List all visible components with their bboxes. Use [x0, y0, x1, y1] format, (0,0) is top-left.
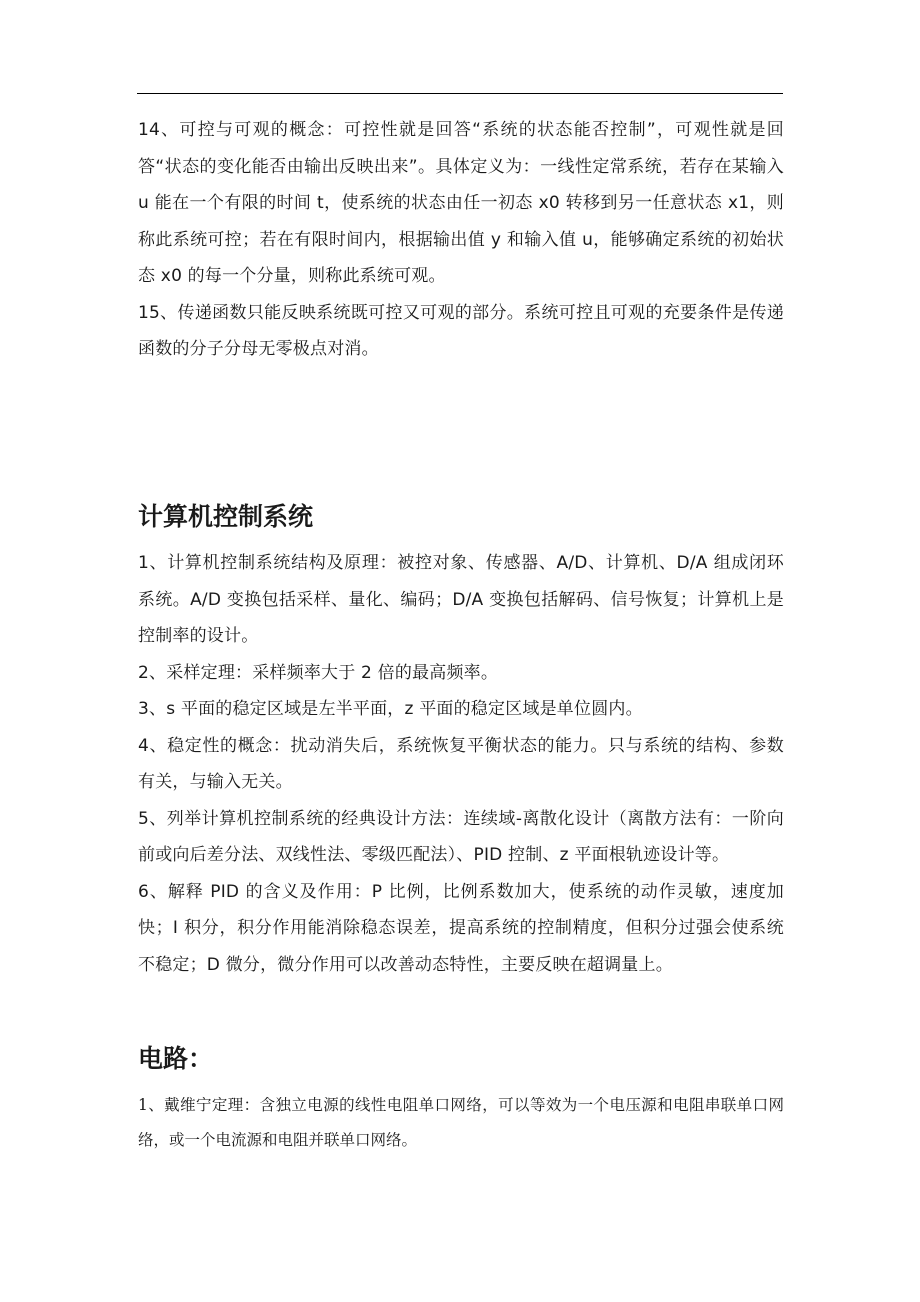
section-circuit-heading	[138, 1039, 784, 1079]
paragraph-thevenin: 1、戴维宁定理：含独立电源的线性电阻单口网络，可以等效为一个电压源和电阻串联单口网络，或一个电流源和电阻并联单口网络。	[138, 1096, 784, 1149]
paragraph-2: 2、采样定理：采样频率大于 2 倍的最高频率。	[138, 662, 499, 683]
paragraph-3: 3、s 平面的稳定区域是左半平面，z 平面的稳定区域是单位圆内。	[138, 699, 643, 719]
paragraph-14: 14、可控与可观的概念：可控性就是回答“系统的状态能否控制”，可观性就是回答“状态的变化能否由输出反映出来”。具体定义为：一线性定常系统，若存在某输入 u 能在一个有限的时间 t，使系统的状态由任一初态 x0 转移到另一任意状态 x1，则称此系统可控；若在有限时间内，根据输出值 y 和输入值 u，能够确定系统的初始状态 x0 的每一个分量，则称此系统可观。	[138, 120, 784, 286]
paragraph-6: 6、解释 PID 的含义及作用：P 比例，比例系数加大，使系统的动作灵敏，速度加快；I 积分，积分作用能消除稳态误差，提高系统的控制精度，但积分过强会使系统不稳定；D 微分，微分作用可以改善动态特性，主要反映在超调量上。	[138, 881, 784, 975]
header-rule	[137, 93, 783, 94]
section-controllability	[138, 112, 784, 368]
paragraph-4: 4、稳定性的概念：扰动消失后，系统恢复平衡状态的能力。只与系统的结构、参数有关，与输入无关。	[138, 735, 784, 792]
paragraph-15: 15、传递函数只能反映系统既可控又可观的部分。系统可控且可观的充要条件是传递函数的分子分母无零极点对消。	[138, 302, 784, 359]
paragraph-1: 1、计算机控制系统结构及原理：被控对象、传感器、A/D、计算机、D/A 组成闭环系统。A/D 变换包括采样、量化、编码；D/A 变换包括解码、信号恢复；计算机上是控制率的设计。	[138, 553, 784, 646]
section-circuit	[138, 1088, 784, 1158]
heading-circuit: 电路：	[138, 1044, 214, 1073]
section-computer-control	[138, 545, 784, 983]
section-computer-control-heading	[138, 497, 784, 537]
paragraph-5: 5、列举计算机控制系统的经典设计方法：连续域-离散化设计（离散方法有：一阶向前或向后差分法、双线性法、零级匹配法）、PID 控制、z 平面根轨迹设计等。	[138, 808, 784, 865]
heading-computer-control: 计算机控制系统	[138, 502, 314, 531]
